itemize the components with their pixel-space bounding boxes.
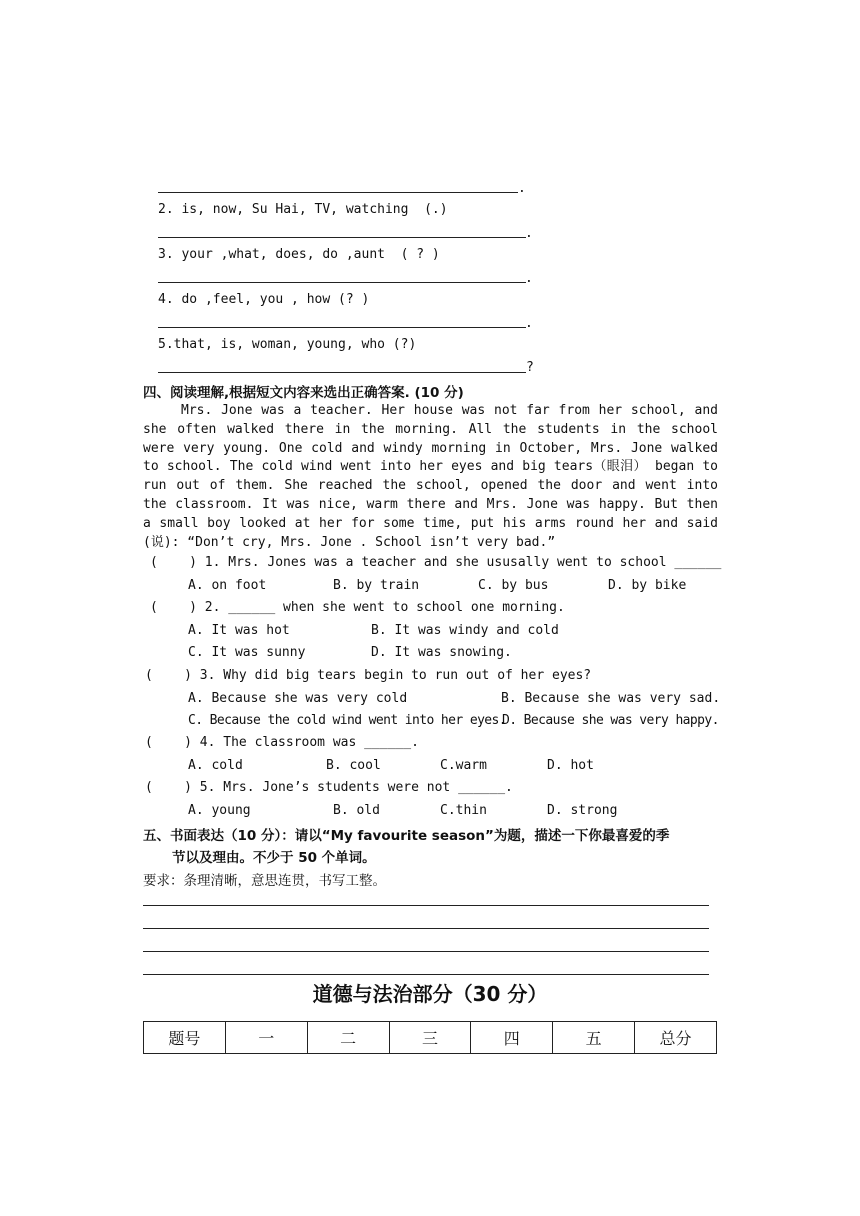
question-prompt: 3. your ,what, does, do ,aunt ( ? ) (158, 247, 440, 262)
score-cell: 四 (471, 1022, 553, 1054)
option[interactable]: B. cool (326, 758, 381, 773)
question-prompt: 4. do ,feel, you , how (? ) (158, 292, 370, 307)
writing-line[interactable] (143, 951, 709, 952)
question-stem: ( ) 5. Mrs. Jone’s students were not ______. (145, 780, 513, 795)
option[interactable]: A. young (188, 803, 251, 818)
option[interactable]: B. by train (333, 578, 420, 593)
score-cell: 一 (225, 1022, 307, 1054)
option[interactable]: C.warm (440, 758, 487, 773)
question-stem: ( ) 4. The classroom was ______. (145, 735, 419, 750)
answer-line-end: . (525, 316, 533, 331)
option[interactable]: A. cold (188, 758, 243, 773)
score-cell: 三 (389, 1022, 471, 1054)
answer-line-end: ? (526, 360, 534, 375)
question-prompt: 5.that, is, woman, young, who (?) (158, 337, 417, 352)
option[interactable]: C.thin (440, 803, 487, 818)
answer-line-1[interactable] (158, 192, 518, 193)
option[interactable]: C. Because the cold wind went into her eyes. (188, 713, 506, 728)
question-prompt: 2. is, now, Su Hai, TV, watching (.) (158, 202, 448, 217)
answer-line-5[interactable] (158, 372, 526, 373)
answer-line-end: . (518, 181, 526, 196)
answer-line-2[interactable] (158, 237, 526, 238)
option[interactable]: D. Because she was very happy. (502, 713, 719, 728)
question-stem: ( ) 2. ______ when she went to school one morning. (150, 600, 565, 615)
option[interactable]: B. old (333, 803, 380, 818)
part-title: 道德与法治部分（30 分） (312, 982, 548, 1006)
score-cell-header: 题号 (144, 1022, 226, 1054)
writing-requirement: 要求：条理清晰，意思连贯，书写工整。 (143, 873, 386, 889)
score-cell-total: 总分 (635, 1022, 717, 1054)
writing-line[interactable] (143, 974, 709, 975)
answer-line-end: . (525, 226, 533, 241)
score-table-row (144, 1022, 717, 1054)
score-cell: 二 (307, 1022, 389, 1054)
option[interactable]: C. It was sunny (188, 645, 306, 660)
question-stem: ( ) 1. Mrs. Jones was a teacher and she ususally went to school ______ (150, 555, 722, 570)
question-stem: ( ) 3. Why did big tears begin to run out of her eyes? (145, 668, 592, 683)
answer-line-end: . (525, 271, 533, 286)
writing-line[interactable] (143, 928, 709, 929)
option[interactable]: B. Because she was very sad. (501, 691, 721, 706)
option[interactable]: A. Because she was very cold (188, 691, 408, 706)
option[interactable]: D. It was snowing. (371, 645, 512, 660)
answer-line-4[interactable] (158, 327, 526, 328)
option[interactable]: A. on foot (188, 578, 267, 593)
option[interactable]: D. strong (547, 803, 618, 818)
option[interactable]: D. by bike (608, 578, 687, 593)
score-cell: 五 (553, 1022, 635, 1054)
option[interactable]: B. It was windy and cold (371, 623, 559, 638)
score-table (143, 1021, 717, 1054)
section4-heading: 四、阅读理解,根据短文内容来选出正确答案. (10 分) (143, 385, 464, 401)
writing-line[interactable] (143, 905, 709, 906)
answer-line-3[interactable] (158, 282, 526, 283)
option[interactable]: D. hot (547, 758, 594, 773)
option[interactable]: C. by bus (478, 578, 549, 593)
section5-heading: 五、书面表达（10 分）：请以“My favourite season”为题，描述一下你最喜爱的季 (143, 828, 670, 844)
reading-passage: Mrs. Jone was a teacher. Her house was not far from her school, and she often walked there in the morning. All the students in the school were very young. One cold and windy morning in October, Mrs. Jone walked to school. The cold wind went into her eyes and big tears（眼泪） began to run out of them. She reached the school, opened the door and went into the classroom. It was nice, warm there and Mrs. Jone was happy. But then a small boy looked at her for some time, put his arms round her and said (说): “Don’t cry, Mrs. Jone . School isn’t very bad.” (143, 403, 718, 550)
section5-heading-cont: 节以及理由。不少于 50 个单词。 (172, 850, 376, 866)
option[interactable]: A. It was hot (188, 623, 290, 638)
